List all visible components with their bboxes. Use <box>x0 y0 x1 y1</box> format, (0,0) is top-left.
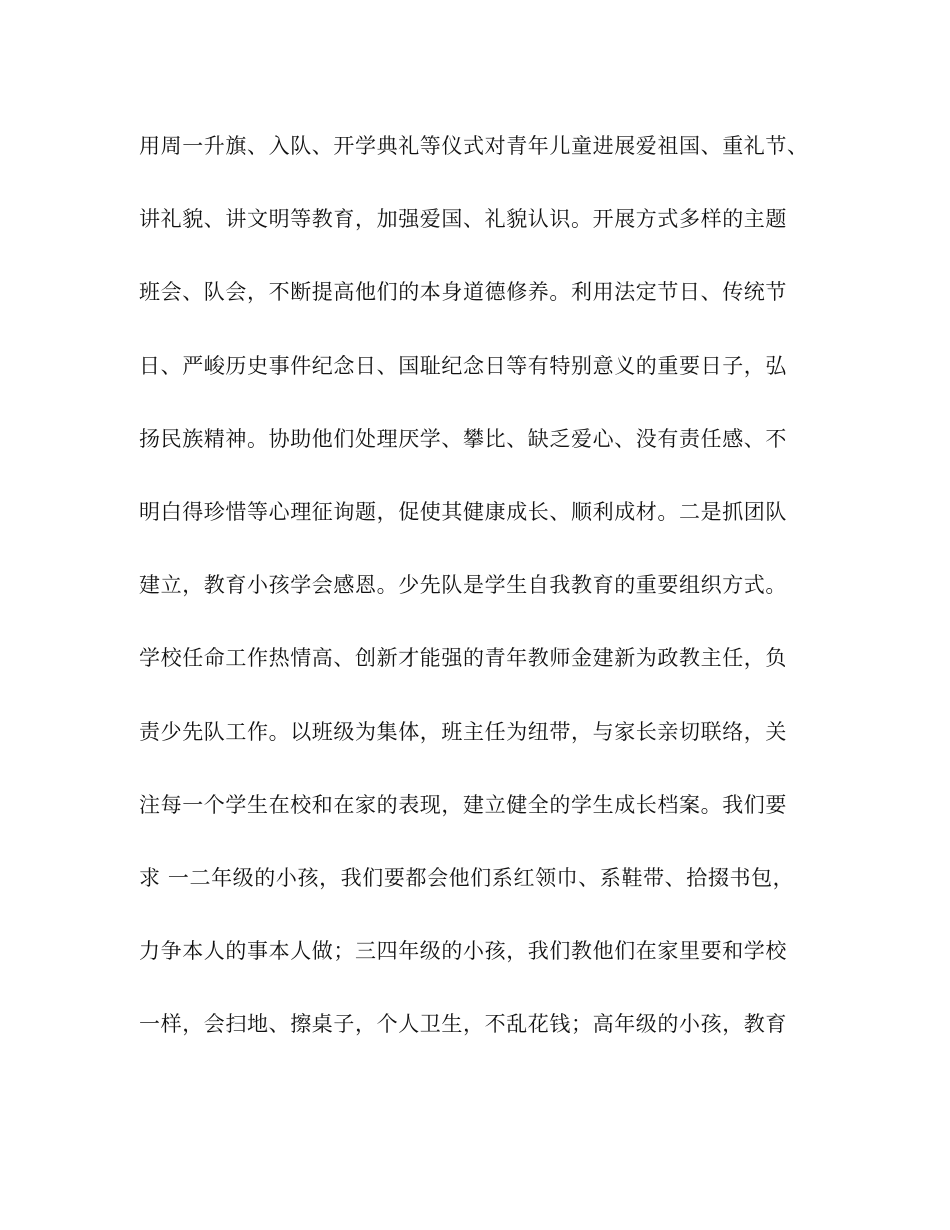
text-line: 学校任命工作热情高、创新才能强的青年教师金建新为政教主任，负 <box>139 646 787 671</box>
text-line: 扬民族精神。协助他们处理厌学、攀比、缺乏爱心、没有责任感、不 <box>139 426 787 451</box>
text-line: 明白得珍惜等心理征询题，促使其健康成长、顺利成材。二是抓团队 <box>139 499 787 524</box>
text-line: 用周一升旗、入队、开学典礼等仪式对青年儿童进展爱祖国、重礼节、 <box>139 134 809 158</box>
text-line: 责少先队工作。以班级为集体，班主任为纽带，与家长亲切联络，关 <box>139 719 787 744</box>
body-text <box>139 134 819 1085</box>
text-line: 日、严峻历史事件纪念日、国耻纪念日等有特别意义的重要日子，弘 <box>139 353 787 378</box>
text-line: 求 一二年级的小孩，我们要都会他们系红领巾、系鞋带、拾掇书包， <box>139 865 795 890</box>
text-line: 讲礼貌、讲文明等教育，加强爱国、礼貌认识。开展方式多样的主题 <box>139 207 787 232</box>
text-line: 力争本人的事本人做；三四年级的小孩，我们教他们在家里要和学校 <box>139 939 787 964</box>
text-line: 一样，会扫地、擦桌子，个人卫生，不乱花钱；高年级的小孩，教育 <box>139 1012 787 1037</box>
text-line: 班会、队会，不断提高他们的本身道德修养。利用法定节日、传统节 <box>139 280 787 305</box>
text-line: 建立，教育小孩学会感恩。少先队是学生自我教育的重要组织方式。 <box>139 573 787 598</box>
text-line: 注每一个学生在校和在家的表现，建立健全的学生成长档案。我们要 <box>139 792 787 817</box>
